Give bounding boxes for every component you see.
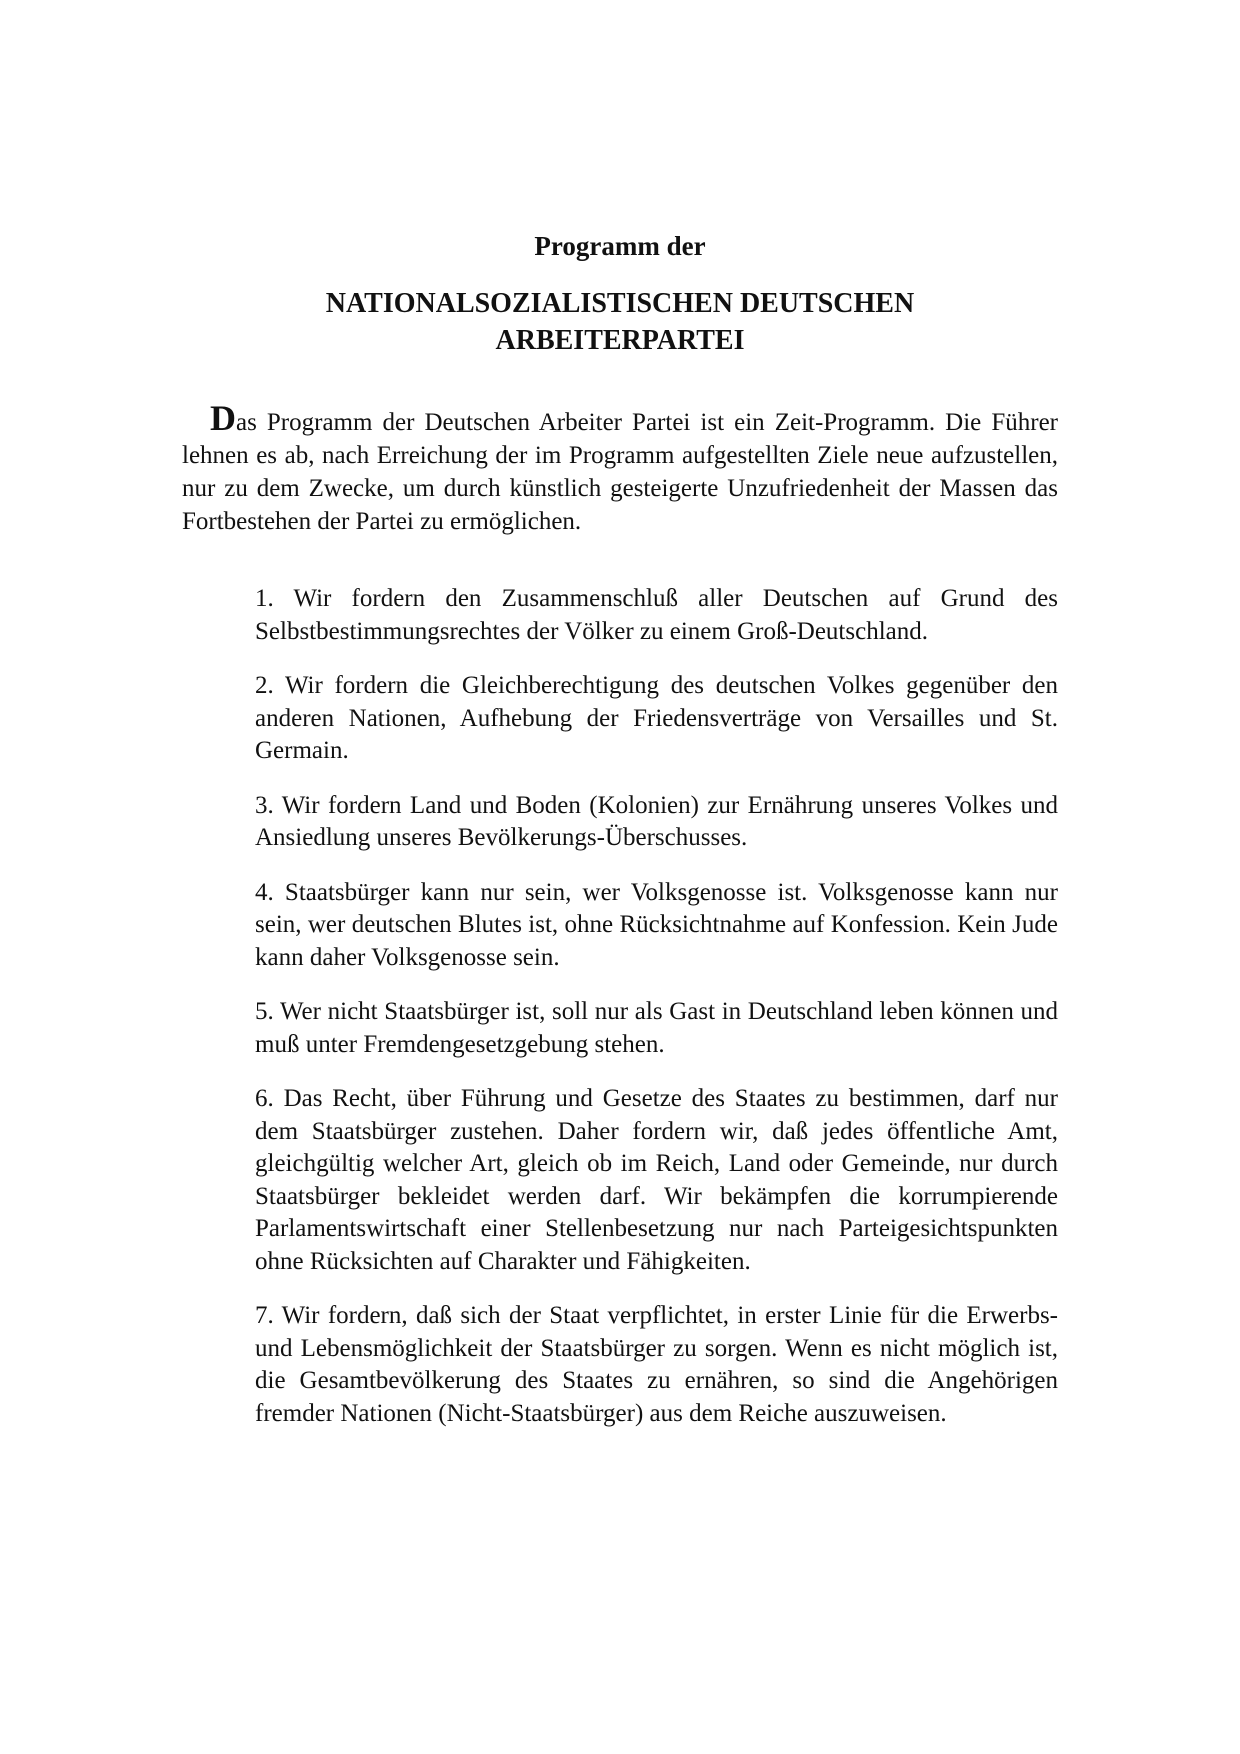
program-point-5: 5. Wer nicht Staatsbürger ist, soll nur als Gast in Deutschland leben können und muß unter Fremdengesetzgebung stehen. <box>255 998 1058 1058</box>
intro-initial: D <box>210 398 236 438</box>
document-title <box>200 285 1040 359</box>
program-point-1: 1. Wir fordern den Zusammenschluß aller Deutschen auf Grund des Selbstbestimmungsrechtes der Völker zu einem Groß-Deutschland. <box>255 585 1058 645</box>
intro-text: as Programm der Deutschen Arbeiter Partei ist ein Zeit-Programm. Die Führer lehnen es ab, nach Erreichung der im Programm aufgestellten Ziele neue aufzustellen, nur zu dem Zwecke, um durch künstlich gesteigerte Unzufriedenheit der Massen das Fortbestehen der Partei zu ermöglichen. <box>182 409 1058 535</box>
program-point-7: 7. Wir fordern, daß sich der Staat verpflichtet, in erster Linie für die Erwerbs- und Lebensmöglichkeit der Staatsbürger zu sorgen. Wenn es nicht möglich ist, die Gesamtbevölkerung des Staates zu ernähren, so sind die Angehörigen fremder Nationen (Nicht-Staatsbürger) aus dem Reiche auszuweisen. <box>255 1302 1058 1427</box>
program-point-4: 4. Staatsbürger kann nur sein, wer Volksgenosse ist. Volksgenosse kann nur sein, wer deutschen Blutes ist, ohne Rücksichtnahme auf Konfession. Kein Jude kann daher Volksgenosse sein. <box>255 878 1058 971</box>
document-title-line-1: NATIONALSOZIALISTISCHEN DEUTSCHEN <box>325 288 915 319</box>
program-point-3: 3. Wir fordern Land und Boden (Kolonien) zur Ernährung unseres Volkes und Ansiedlung unseres Bevölkerungs-Überschusses. <box>255 791 1058 851</box>
document-subtitle: Programm der <box>534 231 706 261</box>
program-point-6: 6. Das Recht, über Führung und Gesetze des Staates zu bestimmen, darf nur dem Staatsbürger zustehen. Daher fordern wir, daß jedes öffentliche Amt, gleichgültig welcher Art, gleich ob im Reich, Land oder Gemeinde, nur durch Staatsbürger bekleidet werden darf. Wir bekämpfen die korrumpierende Parlamentswirtschaft einer Stellenbesetzung nur nach Parteigesichtspunkten ohne Rücksichten auf Charakter und Fähigkeiten. <box>255 1085 1058 1275</box>
document-title-line-2: ARBEITERPARTEI <box>495 325 745 356</box>
program-point-2: 2. Wir fordern die Gleichberechtigung des deutschen Volkes gegenüber den anderen Nationen, Aufhebung der Friedensverträge von Versailles und St. Germain. <box>255 672 1058 764</box>
intro-paragraph <box>182 398 1058 538</box>
program-points <box>255 583 1058 1452</box>
